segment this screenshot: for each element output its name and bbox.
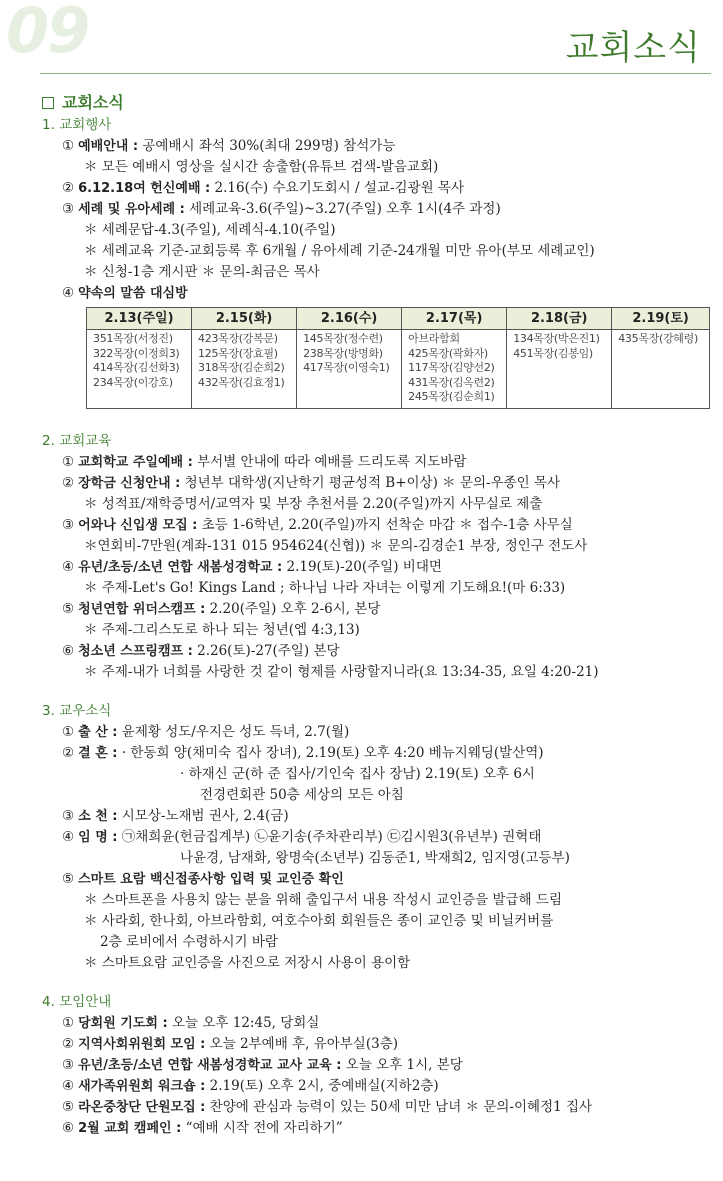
header-divider xyxy=(40,73,711,74)
note: ＊ 신청-1층 게시판 ＊ 문의-최금은 목사 xyxy=(84,264,320,280)
note: ＊연회비-7만원(계좌-131 015 954624(신협)) ＊ 문의-김경순1 부장, 정인구 전도사 xyxy=(84,537,588,554)
note: ＊ 세례교육 기준-교회등록 후 6개월 / 유아세례 기준-24개월 미만 유아(부모 세례교인) xyxy=(84,243,595,259)
list-item: ③ 어와나 신입생 모집 : 초등 1-6학년, 2.20(주일)까지 선착순 마감 ＊ 접수-1층 사무실 xyxy=(62,516,573,533)
list-item: ② 장학금 신청안내 : 청년부 대학생(지난학기 평균성적 B+이상) ＊ 문의-우종인 목사 xyxy=(62,474,561,491)
table-header-cell: 2.16(수) xyxy=(297,308,402,330)
list-item: ④ 유년/초등/소년 연합 새봄성경학교 : 2.19(토)-20(주일) 비대면 xyxy=(62,558,442,575)
section-heading: 2. 교회교육 xyxy=(42,432,112,449)
list-item: ⑥ 2월 교회 캠페인 : “예배 시작 전에 자리하기” xyxy=(62,1119,343,1136)
note: ＊ 주제-내가 너희를 사랑한 것 같이 형제를 사랑할지니라(요 13:34-35, 요일 4:20-21) xyxy=(84,663,599,680)
list-item: ⑤ 청년연합 위더스캠프 : 2.20(주일) 오후 2-6시, 본당 xyxy=(62,600,381,617)
list-item: ① 출 산 : 윤제황 성도/우지은 성도 득녀, 2.7(월) xyxy=(62,723,350,740)
table-cell: 아브라함회 425목장(곽화자) 117목장(김양선2) 431목장(김옥련2) 245목장(김순희1) xyxy=(402,330,507,409)
list-item: ② 결 혼 : · 한동희 양(채미숙 집사 장녀), 2.19(토) 오후 4:20 베뉴지웨딩(발산역) xyxy=(62,744,544,761)
list-item: ⑥ 청소년 스프링캠프 : 2.26(토)-27(주일) 본당 xyxy=(62,642,340,659)
table-header-cell: 2.17(목) xyxy=(402,308,507,330)
visitation-schedule-table xyxy=(86,307,710,409)
note: ＊ 주제-그리스도로 하나 되는 청년(엡 4:3,13) xyxy=(84,621,360,638)
table-header-cell: 2.19(토) xyxy=(612,308,710,330)
list-item: ② 지역사회위원회 모임 : 오늘 2부예배 후, 유아부실(3층) xyxy=(62,1035,399,1052)
list-item: ③ 소 천 : 시모상-노재범 권사, 2.4(금) xyxy=(62,807,289,824)
table-cell: 435목장(강혜령) xyxy=(612,330,710,409)
list-item: ⑤ 라온중창단 단원모집 : 찬양에 관심과 능력이 있는 50세 미만 남녀 ＊ 문의-이혜정1 집사 xyxy=(62,1098,593,1115)
note: 나윤경, 남재화, 왕명숙(소년부) 김동준1, 박재희2, 임지영(고등부) xyxy=(180,849,570,866)
note: · 하재신 군(하 준 집사/기인숙 집사 장남) 2.19(토) 오후 6시 xyxy=(180,765,535,782)
section-heading: 1. 교회행사 xyxy=(42,117,112,133)
main-heading xyxy=(42,92,713,113)
table-header-cell: 2.15(화) xyxy=(192,308,297,330)
list-item: ③ 유년/초등/소년 연합 새봄성경학교 교사 교육 : 오늘 오후 1시, 본당 xyxy=(62,1056,463,1073)
table-row xyxy=(87,330,710,409)
table-header-cell: 2.18(금) xyxy=(507,308,612,330)
page-number: 09 xyxy=(6,0,89,67)
list-item: ④ 약속의 말씀 대심방 xyxy=(62,285,188,301)
note: ＊ 성적표/재학증명서/교역자 및 부장 추천서를 2.20(주일)까지 사무실로 제출 xyxy=(84,495,543,512)
section-heading: 3. 교우소식 xyxy=(42,702,112,719)
note: ＊ 주제-Let's Go! Kings Land ; 하나님 나라 자녀는 이렇게 기도해요!(마 6:33) xyxy=(84,579,566,596)
note: ＊ 모든 예배시 영상을 실시간 송출함(유튜브 검색-발음교회) xyxy=(84,159,439,175)
section-heading: 4. 모임안내 xyxy=(42,993,112,1010)
square-bullet-icon xyxy=(42,97,54,109)
news-content xyxy=(42,92,713,1139)
list-item: ⑤ 스마트 요람 백신접종사항 입력 및 교인증 확인 xyxy=(62,870,344,887)
note: ＊ 스마트요람 교인증을 사진으로 저장시 사용이 용이함 xyxy=(84,954,411,971)
page-title: 교회소식 xyxy=(565,28,701,68)
note: 전경련회관 50층 세상의 모든 아침 xyxy=(200,786,404,803)
list-item: ③ 세례 및 유아세례 : 세례교육-3.6(주일)~3.27(주일) 오후 1시(4주 과정) xyxy=(62,201,501,217)
main-heading-text: 교회소식 xyxy=(62,93,124,112)
list-item: ② 6.12.18여 헌신예배 : 2.16(수) 수요기도회시 / 설교-김광원 목사 xyxy=(62,180,464,196)
list-item: ① 예배안내 : 공예배시 좌석 30%(최대 299명) 참석가능 xyxy=(62,138,396,154)
note: ＊ 세례문답-4.3(주일), 세례식-4.10(주일) xyxy=(84,222,336,238)
table-cell: 423목장(강복문) 125목장(장효필) 318목장(김순희2) 432목장(김효정1) xyxy=(192,330,297,409)
table-header-row xyxy=(87,308,710,330)
list-item: ① 당회원 기도회 : 오늘 오후 12:45, 당회실 xyxy=(62,1014,320,1031)
list-item: ④ 새가족위원회 워크숍 : 2.19(토) 오후 2시, 중예배실(지하2층) xyxy=(62,1077,439,1094)
list-item: ① 교회학교 주일예배 : 부서별 안내에 따라 예배를 드리도록 지도바람 xyxy=(62,453,467,470)
table-cell: 145목장(정수련) 238목장(방명화) 417목장(이영숙1) xyxy=(297,330,402,409)
table-cell: 134목장(박은진1) 451목장(김봉임) xyxy=(507,330,612,409)
table-cell: 351목장(서정진) 322목장(이정희3) 414목장(김선화3) 234목장(이강호) xyxy=(87,330,192,409)
note: ＊ 스마트폰을 사용치 않는 분을 위해 출입구서 내용 작성시 교인증을 발급해 드림 xyxy=(84,891,563,908)
table-header-cell: 2.13(주일) xyxy=(87,308,192,330)
list-item: ④ 임 명 : ㉠채희윤(헌금집계부) ㉡윤기송(주차관리부) ㉢김시원3(유년부) 권혁태 xyxy=(62,828,542,845)
note: 2층 로비에서 수령하시기 바람 xyxy=(100,933,278,950)
note: ＊ 사라회, 한나회, 아브라함회, 여호수아회 회원들은 종이 교인증 및 비닐커버를 xyxy=(84,912,554,929)
